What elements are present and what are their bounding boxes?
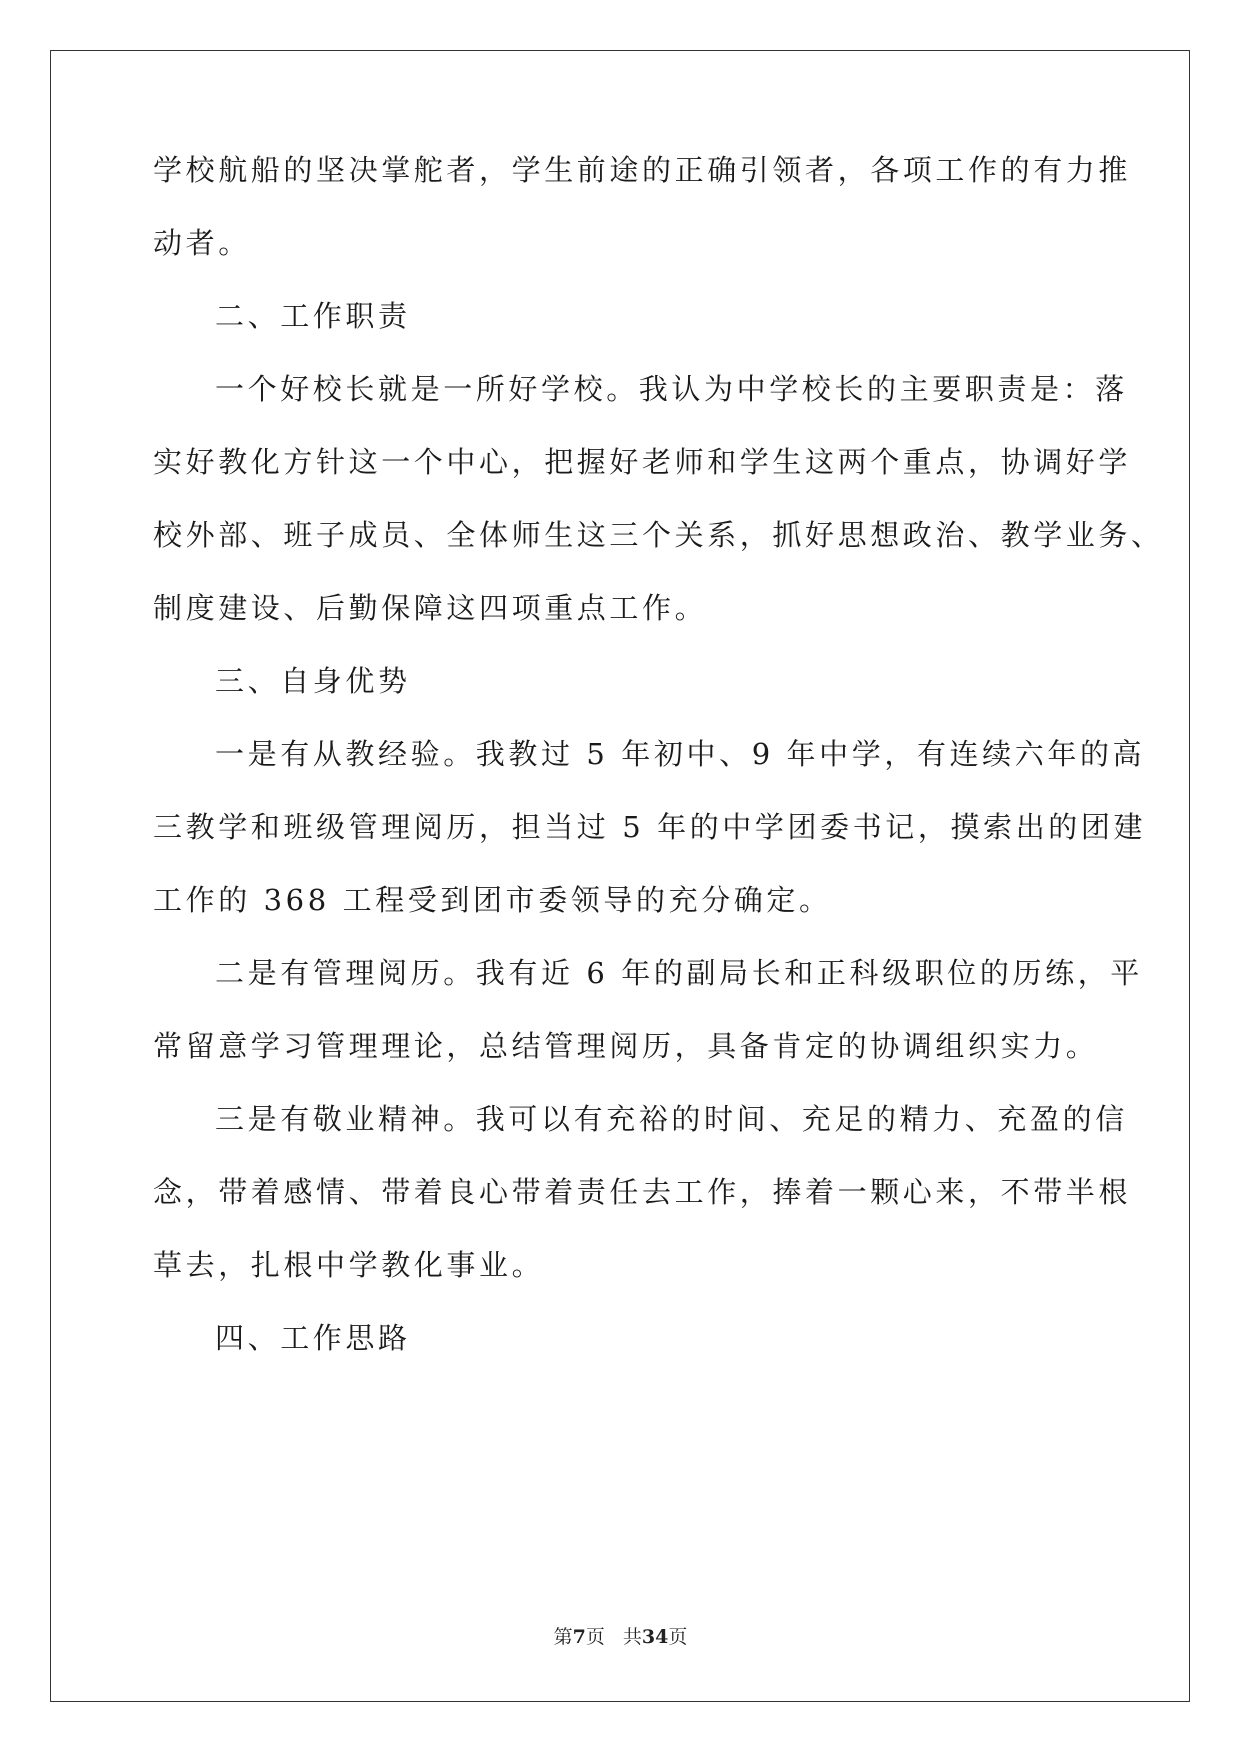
section-heading: 三、自身优势 <box>215 664 411 698</box>
paragraph-line: 一个好校长就是一所好学校。我认为中学校长的主要职责是：落 <box>215 372 1128 406</box>
footer-total-suffix: 页 <box>668 1626 688 1648</box>
footer-page-current: 7 <box>572 1626 586 1648</box>
section-heading: 二、工作职责 <box>215 299 411 333</box>
paragraph-line: 一是有从教经验。我教过 5 年初中、9 年中学，有连续六年的高 <box>215 737 1146 771</box>
paragraph-line: 实好教化方针这一个中心，把握好老师和学生这两个重点，协调好学 <box>153 445 1132 479</box>
paragraph-line: 二是有管理阅历。我有近 6 年的副局长和正科级职位的历练，平 <box>215 956 1143 990</box>
footer-total-prefix: 共 <box>622 1626 642 1648</box>
paragraph-line: 常留意学习管理理论，总结管理阅历，具备肯定的协调组织实力。 <box>153 1029 1099 1063</box>
paragraph-line: 学校航船的坚决掌舵者，学生前途的正确引领者，各项工作的有力推 <box>153 153 1132 187</box>
paragraph-line: 工作的 368 工程受到团市委领导的充分确定。 <box>153 883 832 917</box>
page-footer <box>0 1625 1241 1649</box>
paragraph-line: 念，带着感情、带着良心带着责任去工作，捧着一颗心来，不带半根 <box>153 1175 1132 1209</box>
paragraph-line: 三教学和班级管理阅历，担当过 5 年的中学团委书记，摸索出的团建 <box>153 810 1147 844</box>
paragraph-line: 校外部、班子成员、全体师生这三个关系，抓好思想政治、教学业务、 <box>153 518 1164 552</box>
section-heading: 四、工作思路 <box>215 1321 411 1355</box>
footer-page-total: 34 <box>641 1626 669 1648</box>
footer-page-suffix: 页 <box>585 1626 605 1648</box>
paragraph-line: 动者。 <box>153 226 251 260</box>
paragraph-line: 制度建设、后勤保障这四项重点工作。 <box>153 591 708 625</box>
paragraph-line: 三是有敬业精神。我可以有充裕的时间、充足的精力、充盈的信 <box>215 1102 1128 1136</box>
paragraph-line: 草去，扎根中学教化事业。 <box>153 1248 545 1282</box>
footer-page-prefix: 第 <box>553 1626 573 1648</box>
